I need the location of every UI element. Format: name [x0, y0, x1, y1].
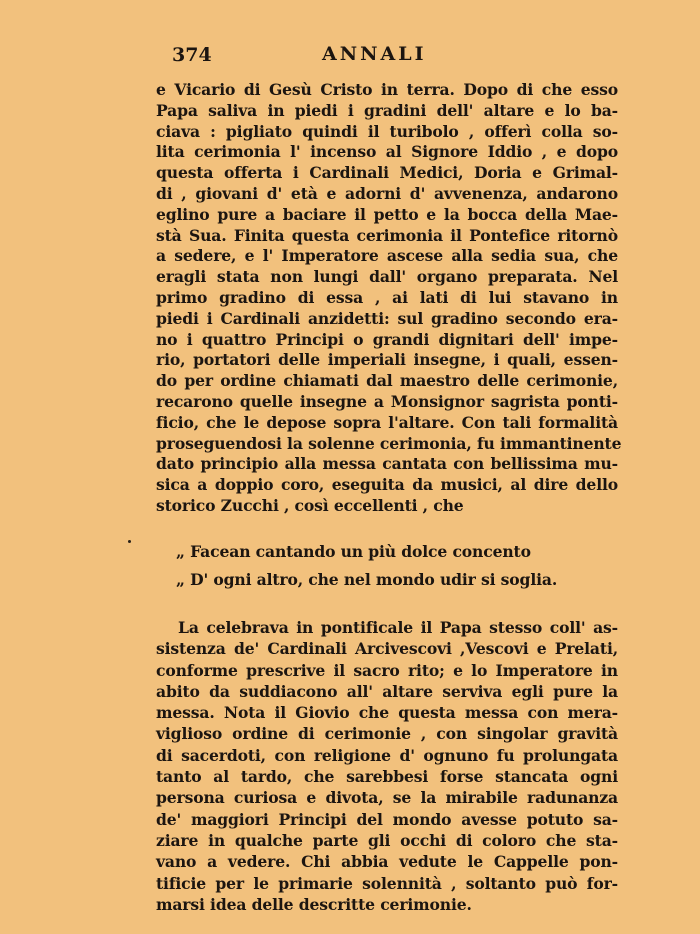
text-line: no i quattro Principi o grandi dignitari dell' impe-	[156, 329, 618, 349]
text-line: ziare in qualche parte gli occhi di coloro che sta-	[156, 830, 618, 850]
speck-mark	[128, 540, 131, 543]
text-line: questa offerta i Cardinali Medici, Doria e Grimal-	[156, 163, 618, 183]
text-line: recarono quelle insegne a Monsignor sagrista ponti-	[156, 391, 618, 411]
text-line: persona curiosa e divota, se la mirabile radunanza	[156, 788, 618, 808]
running-head: ANNALI	[322, 43, 427, 65]
text-line: conforme prescrive il sacro rito; e lo Imperatore in	[156, 660, 618, 680]
text-line: sistenza de' Cardinali Arcivescovi ,Vescovi e Prelati,	[156, 639, 618, 659]
text-line: messa. Nota il Giovio che questa messa con mera-	[156, 703, 618, 723]
text-line: abito da suddiacono all' altare serviva egli pure la	[156, 681, 618, 701]
text-line: La celebrava in pontificale il Papa stesso coll' as-	[178, 618, 618, 637]
text-line: viglioso ordine di cerimonie , con singolar gravità	[156, 724, 618, 744]
verse-line: „ Facean cantando un più dolce concento	[176, 542, 531, 561]
verse-line: „ D' ogni altro, che nel mondo udir si soglia.	[176, 570, 558, 589]
text-line: de' maggiori Principi del mondo avesse potuto sa-	[156, 809, 618, 829]
text-line: primo gradino di essa , ai lati di lui stavano in	[156, 287, 618, 307]
text-line: di sacerdoti, con religione d' ognuno fu prolungata	[156, 745, 618, 765]
text-line: stà Sua. Finita questa cerimonia il Pontefice ritornò	[156, 225, 618, 245]
text-line: di , giovani d' età e adorni d' avvenenza, andarono	[156, 183, 618, 203]
verse-quotation	[176, 538, 557, 594]
text-line: storico Zucchi , così eccellenti , che	[156, 495, 464, 515]
text-line: Papa saliva in piedi i gradini dell' altare e lo ba-	[156, 100, 618, 120]
text-line: sica a doppio coro, eseguita da musici, al dire dello	[156, 475, 618, 495]
text-line: e Vicario di Gesù Cristo in terra. Dopo di che esso	[156, 80, 618, 99]
text-line: piedi i Cardinali anzidetti: sul gradino secondo era-	[156, 308, 618, 328]
paragraph-1	[156, 80, 622, 517]
text-line: a sedere, e l' Imperatore ascese alla sedia sua, che	[156, 246, 618, 266]
text-line: rio, portatori delle imperiali insegne, i quali, essen-	[156, 350, 618, 370]
text-line: tanto al tardo, che sarebbesi forse stancata ogni	[156, 767, 618, 787]
text-line: ciava : pigliato quindi il turibolo , offerì colla so-	[156, 121, 618, 141]
text-line: proseguendosi la solenne cerimonia, fu immantinente	[156, 433, 622, 453]
page-number: 374	[172, 44, 212, 66]
text-line: do per ordine chiamati dal maestro delle cerimonie,	[156, 371, 618, 391]
text-line: ficio, che le depose sopra l'altare. Con tali formalità	[156, 412, 618, 432]
text-line: eragli stata non lungi dall' organo preparata. Nel	[156, 267, 618, 287]
text-line: dato principio alla messa cantata con bellissima mu-	[156, 454, 618, 474]
paragraph-2	[156, 617, 618, 915]
text-line: vano a vedere. Chi abbia vedute le Cappelle pon-	[156, 852, 618, 872]
text-line: marsi idea delle descritte cerimonie.	[156, 894, 472, 914]
text-line: lita cerimonia l' incenso al Signore Iddio , e dopo	[156, 142, 618, 162]
text-line: eglino pure a baciare il petto e la bocca della Mae-	[156, 204, 618, 224]
text-line: tificie per le primarie solennità , soltanto può for-	[156, 873, 618, 893]
